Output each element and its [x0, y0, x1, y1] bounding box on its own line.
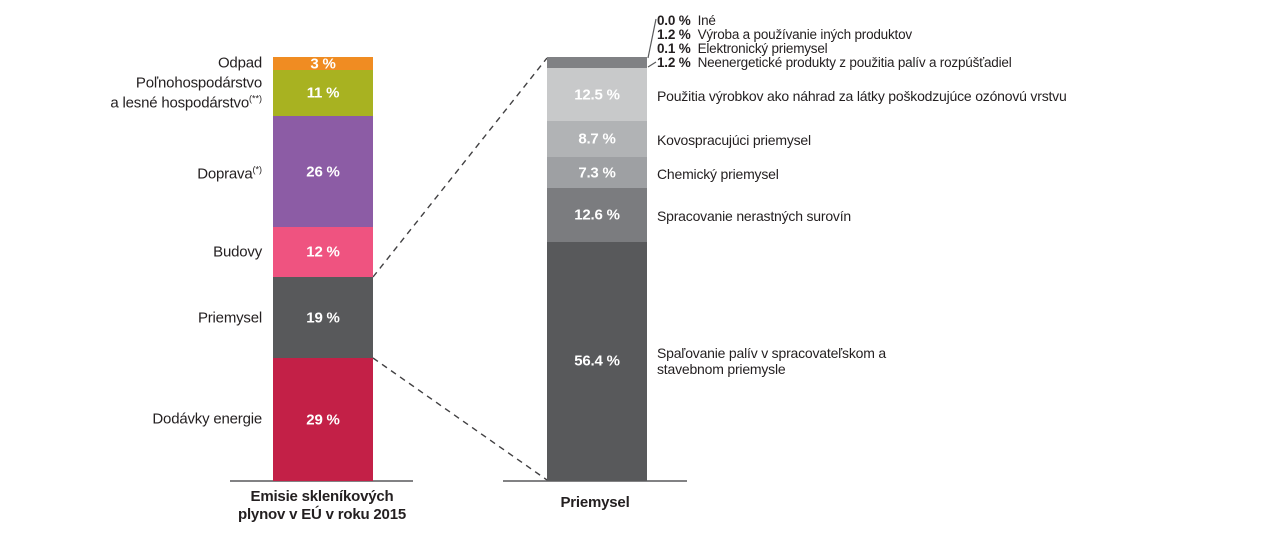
annotation-vyroba: [657, 28, 912, 42]
breakout-dashed-line-top: [373, 58, 547, 277]
footnote-marker: (**): [249, 93, 262, 103]
segment-label-spalovanie: Spaľovanie palív v spracovateľskom a stavebnom priemysle: [657, 345, 886, 377]
annotation-ine-value: 0.0 %: [657, 13, 691, 28]
category-label-dodavky-energie: Dodávky energie: [152, 410, 262, 428]
segment-label-nerastne: Spracovanie nerastných surovín: [657, 208, 851, 224]
left-axis-title: Emisie skleníkových plynov v EÚ v roku 2015: [238, 488, 406, 523]
leader-line-top-annotations: [648, 19, 656, 58]
value-label-nerastne: 12.6 %: [574, 206, 620, 224]
category-label-odpad: Odpad: [217, 54, 262, 72]
annotation-elektronicky: [657, 42, 827, 56]
category-label-budovy: Budovy: [213, 243, 262, 261]
category-label-doprava: Doprava(*): [197, 164, 262, 183]
annotation-elektronicky-label: Elektronický priemysel: [697, 41, 828, 56]
annotation-neenergeticke-value: 1.2 %: [657, 55, 691, 70]
value-label-budovy: 12 %: [306, 243, 340, 261]
value-label-nahrady: 12.5 %: [574, 86, 620, 104]
annotation-ine: [657, 14, 716, 28]
leader-line-fourth-annotation: [648, 62, 656, 67]
annotation-neenergeticke-label: Neenergetické produkty z použitia palív a rozpúšťadiel: [697, 55, 1012, 70]
annotation-ine-label: Iné: [697, 13, 716, 28]
right-axis-title: Priemysel: [560, 494, 630, 511]
value-label-spalovanie: 56.4 %: [574, 352, 620, 370]
value-label-odpad: 3 %: [310, 55, 336, 73]
annotation-neenergeticke: [657, 56, 1012, 70]
value-label-chemicky: 7.3 %: [578, 164, 616, 182]
value-label-priemysel: 19 %: [306, 309, 340, 327]
annotation-elektronicky-value: 0.1 %: [657, 41, 691, 56]
annotation-vyroba-label: Výroba a používanie iných produktov: [697, 27, 912, 42]
category-label-polnohospodarstvo: Poľnohospodárstvo a lesné hospodárstvo(**): [110, 74, 262, 111]
category-label-priemysel: Priemysel: [197, 309, 262, 327]
value-label-dodavky-energie: 29 %: [306, 411, 340, 429]
segment-label-nahrady: Použitia výrobkov ako náhrad za látky poškodzujúce ozónovú vrstvu: [657, 88, 1067, 104]
footnote-marker: (*): [252, 164, 262, 175]
segment-label-chemicky: Chemický priemysel: [657, 166, 779, 182]
segment-label-kovospracujuci: Kovospracujúci priemysel: [657, 132, 811, 148]
value-label-doprava: 26 %: [306, 163, 340, 181]
value-label-kovospracujuci: 8.7 %: [578, 130, 616, 148]
stacked-bar-priemysel-breakout: [547, 57, 647, 481]
annotation-vyroba-value: 1.2 %: [657, 27, 691, 42]
breakout-dashed-line-bottom: [373, 358, 547, 480]
value-label-polnohospodarstvo: 11 %: [306, 84, 340, 102]
